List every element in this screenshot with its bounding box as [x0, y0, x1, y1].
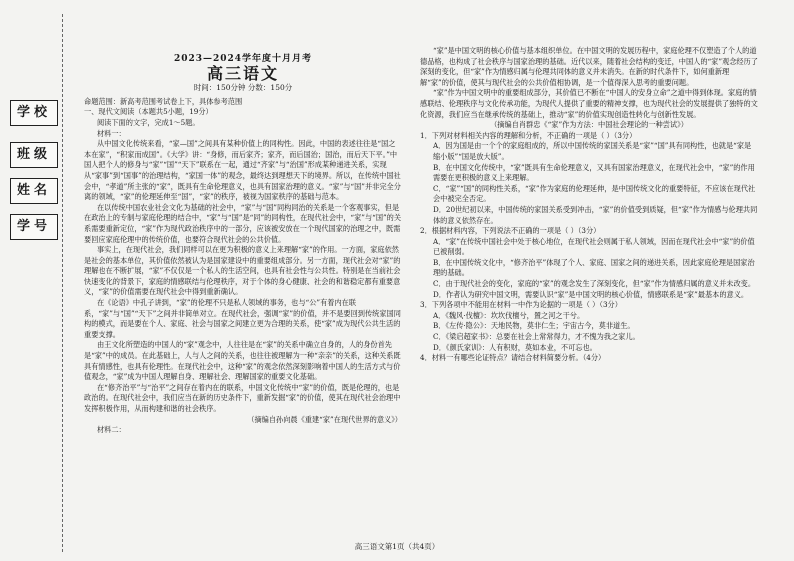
question-1: 1．下列对材料相关内容的理解和分析，不正确的一项是（ ）（3分）: [420, 130, 637, 140]
question-2-option-b: B．在中国传统文化中，“修齐治平”体现了个人、家庭、国家之间的递进关系，因此家庭伦理是国家治理的基础。: [432, 257, 755, 278]
seat-number-label: 学号: [10, 214, 58, 240]
school-label: 学校: [10, 100, 58, 126]
question-3-option-c: C．《梁启超家书》：总要在社会上常常得力，才不愧为我之家儿。: [432, 332, 640, 342]
left-column: [84, 54, 402, 436]
material-one-source: （摘编自孙向晨《重建“家”在现代世界的意义》）: [247, 414, 402, 424]
material-two-label: 材料二：: [96, 425, 126, 435]
question-1-option-c: C．“家”“国”的同构性关系，“家”作为家庭的伦理延伸，是中国传统文化的重要特征，不应该在现代社会中被完全否定。: [432, 183, 756, 204]
binding-strip: [10, 100, 58, 540]
paragraph: 在“修齐治平”与“治平”之间存在着内在的联系，中国文化传统中“家”的价值，既是伦理的，也是政治的。在现代社会中，我们应当在新的历史条件下，重新发掘“家”的价值，使其在现代社会治理中发挥积极作用，从而构建和谐的社会秩序。: [84, 382, 401, 413]
reading-instruction: 阅读下面的文字，完成1～5题。: [96, 117, 200, 127]
question-1-option-b: B．在中国文化传统中，“家”既具有生命伦理意义，又具有国家治理意义，在现代社会中，“家”的作用需要在更积极的意义上来理解。: [432, 162, 755, 183]
exam-notice: 命题范围：新高考范围考试卷上下，具体参考范围: [84, 96, 243, 106]
paragraph: 由王文化所塑造的中国人的“家”观念中，人往往是在“家”的关系中确立自身的，人的身份首先是“家”中的成员。在此基础上，人与人之间的关系，也往往被理解为一种“亲亲”的关系，这种关系既具有情感性，也具有伦理性。在现代社会中，这种“家”的观念依然深刻影响着中国人的生活方式与价值观念，“家”成为中国人理解自身、理解社会、理解国家的重要文化基础。: [84, 340, 401, 382]
question-3: 3．下列各项中不能用在材料一中作为论据的一项是（ ）（3分）: [420, 300, 622, 310]
page-footer: 高三语文第1页（共4页）: [354, 542, 440, 551]
binding-line: [62, 14, 63, 552]
paragraph: 在《论语》中孔子讲到，“家”的伦理不只是私人领域的事务，也与“公”有着内在联系，“家”与“国”“天下”之间并非简单对立。在现代社会，强调“家”的价值，并不是要回到传统家国同构的模式，而是要在个人、家庭、社会与国家之间建立更为合理的关系，使“家”成为现代公共生活的重要支撑。: [84, 298, 401, 339]
name-label: 姓名: [10, 178, 58, 204]
class-label: 班级: [10, 142, 58, 168]
paragraph: “家”是中国文明的核心价值与基本组织单位。在中国文明的发展历程中，家庭伦理不仅塑造了个人的道德品格，也构成了社会秩序与国家治理的基础。近代以来，随着社会结构的变迁，中国人的“家”观念经历了深刻的变化，但“家”作为情感归属与伦理共同体的意义并未消失。在新的时代条件下，如何重新理解“家”的价值，使其与现代社会的公共价值相协调，是一个值得深入思考的重要问题。: [420, 46, 758, 87]
page-title: 高三语文: [206, 63, 279, 83]
question-2-option-c: C．由于现代社会的变化，家庭的“家”的观念发生了深刻变化，但“家”作为情感归属的意义并未改变。: [432, 279, 756, 289]
question-3-option-d: D．《颜氏家训》：人有积财，莫如本业，不可忘也。: [432, 342, 597, 352]
question-2-option-d: D．作者认为研究中国文明，需要认识“家”是中国文明的核心价值，情感联系是“家”最基本的意义。: [432, 289, 749, 299]
exam-year-title: 2023—2024学年度十月月考: [173, 54, 313, 64]
paragraph: 事实上，在现代社会，我们同样可以在更为积极的意义上来理解“家”的作用。一方面，家庭依然是社会的基本单位，其价值依然被认为是国家建设中的重要组成部分。另一方面，现代社会对“家”的理解也在不断扩展，“家”不仅仅是一个私人的生活空间，也具有社会性与公共性。特别是在当前社会快速变化的背景下，家庭的情感联结与伦理秩序，对于个体的身心健康、社会的和谐稳定都有重要意义，“家”的价值需要在现代社会中得到重新确认。: [84, 245, 401, 297]
question-4: 4．材料一有哪些论证特点？请结合材料简要分析。（4分）: [420, 353, 606, 363]
question-3-option-a: A．《魏风·伐檀》：坎坎伐檀兮，置之河之干兮。: [432, 310, 585, 320]
material-two-source: （摘编自肖群忠《“家”作为方法：中国社会理论的一种尝试》）: [490, 120, 688, 130]
material-one-label: 材料一：: [96, 128, 126, 138]
paragraph: 从中国文化传统来看，“家—国”之间具有某种价值上的同构性。因此，中国的表述往往是“国之本在家”，“积家而成国”。《大学》讲：“身修，而后家齐；家齐，而后国治；国治，而后天下平。”中国人把个人的修身与“家”“国”“天下”联系在一起，通过“齐家”与“治国”形成某种递进关系，实现从“家事”到“国事”的治理结构，“家国一体”的观念，最终达到理想天下的境界。所以，在传统中国社会中，“孝道”所主张的“家”，既具有生命伦理意义，也具有国家治理的意义。“家”与“国”并非完全分离的领域，“家”的伦理延伸至“国”，“家”的秩序，被视为国家秩序的基础与范本。: [84, 139, 401, 202]
exam-meta: 时间：150分钟 分数：150分: [193, 83, 293, 93]
question-1-option-d: D．20世纪初以来，中国传统的家国关系受到冲击，“家”的价值受到质疑，但“家”作为情感与伦理共同体的意义依然存在。: [432, 204, 758, 225]
question-2-option-a: A．“家”在传统中国社会中处于核心地位，在现代社会则属于私人领域，因而在现代社会中“家”的价值已被削弱。: [432, 236, 755, 257]
question-2: 2．根据材料内容，下列说法不正确的一项是（ ）（3分）: [420, 226, 601, 236]
question-3-option-b: B．《左传·隐公》：天地民物，莫非仁生；宇宙古今，莫非道生。: [432, 321, 635, 331]
paragraph: “家”作为中国文明中的重要组成部分，其价值已不断在“中国人的安身立命”之道中得到体现。家庭的情感联结、伦理秩序与文化传承功能，为现代人提供了重要的精神支撑，也为现代社会的发展提供了独特的文化资源，我们应当在继承传统的基础上，推动“家”的价值实现创造性转化与创新性发展。: [420, 88, 758, 119]
question-1-option-a: A．因为国是由一个个的家庭组成的，所以中国传统的家国关系是“家”“国”具有同构性，也就是“家是缩小版”“国是放大版”。: [432, 141, 752, 161]
section-heading: 一、现代文阅读（本题共5小题，19分）: [84, 107, 213, 117]
paragraph: 在以传统中国农业社会文化为基础的社会中，“家”与“国”同构同治的关系是一个客观事实，但是在政治上的专制与家庭伦理的结合中，“家”与“国”是“同”的同构性，在现代社会中，“家”与“国”的关系需要重新定位，“家”作为现代政治秩序中的一部分，应该被安放在一个现代国家的治理之中，既需要回应家庭伦理中的传统价值，也要符合现代社会的公共价值。: [84, 202, 402, 244]
right-column: [420, 46, 758, 364]
